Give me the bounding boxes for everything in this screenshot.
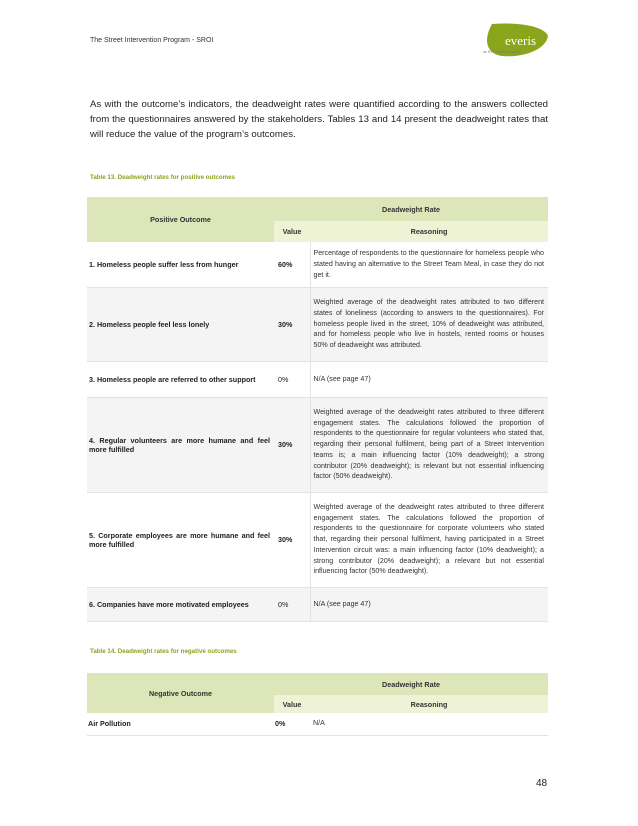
reasoning-cell: Weighted average of the deadweight rates attributed to three different engagement states. The calculations followed the proportion of respondents to the questionnaire for corporate volunteers who stated that, regarding their personal fulfilment, having participated in a Street Intervention circuit was: a main influencing factor (10% deadweight); a strong contributor (20% deadweight); a relevant but not essential influencing factor (50% deadweight). xyxy=(310,492,548,587)
deadweight-negative-table xyxy=(87,673,548,736)
value-cell: 0% xyxy=(274,587,310,621)
col-header-value: Value xyxy=(274,221,310,242)
table-row xyxy=(87,587,548,621)
value-cell: 30% xyxy=(274,397,310,492)
outcome-cell: 2. Homeless people feel less lonely xyxy=(87,287,274,361)
deadweight-positive-table xyxy=(87,197,548,622)
col-header-value: Value xyxy=(274,695,310,713)
table-row xyxy=(87,242,548,287)
outcome-cell: 5. Corporate employees are more humane and feel more fulfilled xyxy=(87,492,274,587)
reasoning-cell: Weighted average of the deadweight rates attributed to three different engagement states. The calculations followed the proportion of respondents to the questionnaire for regular volunteers who stated that, regarding their personal fulfilment, being part of a Street Intervention teams is; a main influencing factor (10% deadweight); a strong contributor (20% deadweight); is relevant but not essential influencing factor (50% deadweight). xyxy=(310,397,548,492)
table14-caption: Table 14. Deadweight rates for negative outcomes xyxy=(90,648,237,655)
reasoning-cell: Percentage of respondents to the questionnaire for homeless people who stated having an alternative to the Street Team Meal, in case they do not get it. xyxy=(310,242,548,287)
reasoning-cell: N/A (see page 47) xyxy=(310,361,548,397)
reasoning-cell: Weighted average of the deadweight rates attributed to two different states of loneliness (according to answers to the questionnaires). For homeless people lived in the street, 10% of deadweight was attributed, and for homeless people who live in hostels, rented rooms or houses 50% of deadweight was attributed. xyxy=(310,287,548,361)
col-header-rate: Deadweight Rate xyxy=(274,197,548,221)
value-cell: 30% xyxy=(274,287,310,361)
running-header: The Street Intervention Program - SROI xyxy=(90,37,214,44)
table-row xyxy=(87,361,548,397)
col-header-outcome: Negative Outcome xyxy=(87,673,274,713)
outcome-cell: 6. Companies have more motivated employees xyxy=(87,587,274,621)
reasoning-cell: N/A (see page 47) xyxy=(310,587,548,621)
logo-text: everis xyxy=(505,33,537,48)
col-header-reasoning: Reasoning xyxy=(310,221,548,242)
value-cell: 0% xyxy=(274,713,310,735)
intro-paragraph: As with the outcome’s indicators, the deadweight rates were quantified according to the answers collected from the questionnaires answered by the stakeholders. Tables 13 and 14 present the deadweight rates that will reduce the value of the program’s outcomes. xyxy=(90,99,548,140)
outcome-cell: Air Pollution xyxy=(87,713,274,735)
everis-logo xyxy=(478,20,550,62)
col-header-outcome: Positive Outcome xyxy=(87,197,274,242)
table-row xyxy=(87,287,548,361)
value-cell: 30% xyxy=(274,492,310,587)
page-number: 48 xyxy=(536,778,548,789)
col-header-rate: Deadweight Rate xyxy=(274,673,548,695)
logo-leaf-icon xyxy=(478,20,550,62)
reasoning-cell: N/A xyxy=(310,713,548,735)
outcome-cell: 4. Regular volunteers are more humane and feel more fulfilled xyxy=(87,397,274,492)
logo-subtitle: an NTT DATA Company xyxy=(483,50,521,54)
outcome-cell: 1. Homeless people suffer less from hunger xyxy=(87,242,274,287)
table13-caption: Table 13. Deadweight rates for positive outcomes xyxy=(90,174,235,181)
col-header-reasoning: Reasoning xyxy=(310,695,548,713)
value-cell: 60% xyxy=(274,242,310,287)
table-row xyxy=(87,713,548,735)
table-row xyxy=(87,492,548,587)
value-cell: 0% xyxy=(274,361,310,397)
table-row xyxy=(87,397,548,492)
outcome-cell: 3. Homeless people are referred to other support xyxy=(87,361,274,397)
